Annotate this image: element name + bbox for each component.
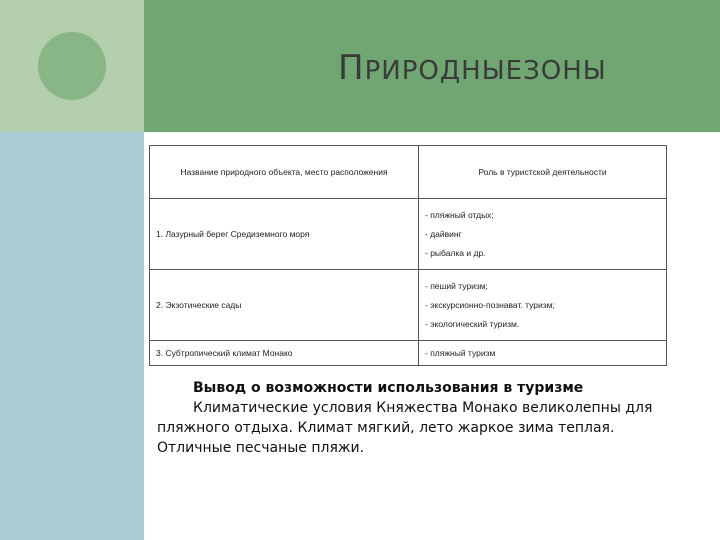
table-row (150, 270, 667, 341)
place-cell: 1. Лазурный берег Средиземного моря (150, 199, 419, 270)
table-row (150, 199, 667, 270)
table-header-row (150, 146, 667, 199)
place-cell: 2. Экзотические сады (150, 270, 419, 341)
role-item: - пляжный отдых; (425, 209, 494, 220)
role-item: - рыбалка и др. (425, 247, 486, 258)
conclusion-heading: Вывод о возможности использования в туризме (193, 380, 584, 396)
role-cell (419, 199, 667, 270)
header-place: Название природного объекта, место расположения (150, 146, 419, 199)
zones-table (149, 145, 667, 366)
table-row (150, 341, 667, 366)
slide-title (338, 48, 607, 88)
role-item: - дайвинг (425, 228, 462, 239)
left-sidebar-band (0, 132, 144, 540)
slide-title-rest: РИРОДНЫЕЗОНЫ (364, 56, 607, 86)
role-cell (419, 341, 667, 366)
conclusion-text: Климатические условия Княжества Монако великолепны для пляжного отдыха. Климат мягкий, лето жаркое зима теплая. Отличные песчаные пляжи. (157, 400, 653, 456)
header-role: Роль в туристской деятельности (419, 146, 667, 199)
role-item: - экскурсионно-познават. туризм; (425, 299, 555, 310)
role-cell (419, 270, 667, 341)
conclusion-block (157, 378, 657, 458)
slide-title-initial: П (338, 48, 365, 88)
circle-decoration (38, 32, 106, 100)
role-item: - пеший туризм; (425, 280, 488, 291)
place-cell: 3. Субтропический климат Монако (150, 341, 419, 366)
role-item: - пляжный туризм (425, 347, 496, 358)
role-item: - экологический туризм. (425, 318, 520, 329)
